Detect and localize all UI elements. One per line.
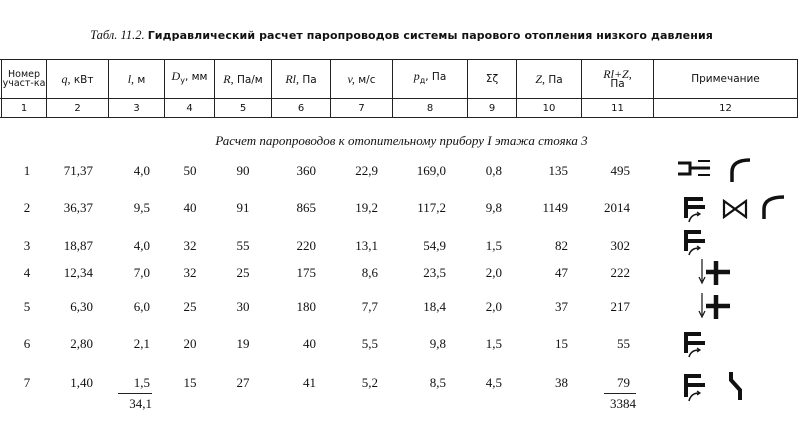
cell-r: 19 xyxy=(236,336,250,351)
col-number: 5 xyxy=(239,102,247,114)
cell-z: 37 xyxy=(555,299,568,314)
cell-sum: 79 xyxy=(617,375,630,390)
cell-section: 6 xyxy=(23,336,31,351)
cell-l: 1,5 xyxy=(133,375,150,390)
cell-z: 38 xyxy=(555,375,568,390)
cell-pd: 169,0 xyxy=(416,163,446,178)
cell-rl: 220 xyxy=(296,238,316,253)
cell-pd: 54,9 xyxy=(423,238,446,253)
col-number: 9 xyxy=(488,102,496,114)
cell-zeta: 1,5 xyxy=(485,238,502,253)
cell-v: 13,1 xyxy=(355,238,378,253)
cell-sum: 217 xyxy=(610,299,630,314)
cell-l: 4,0 xyxy=(133,238,150,253)
cell-rl: 41 xyxy=(303,375,316,390)
cell-q: 12,34 xyxy=(63,265,93,280)
cell-sum: 2014 xyxy=(604,200,630,215)
cell-q: 71,37 xyxy=(63,163,93,178)
header-dynamic-pressure: $p_д$, Па xyxy=(413,69,447,86)
col-divider xyxy=(797,60,798,118)
cell-sum: 495 xyxy=(610,163,630,178)
cell-v: 5,2 xyxy=(361,375,378,390)
cell-q: 2,80 xyxy=(70,336,93,351)
cell-rl: 175 xyxy=(296,265,316,280)
col-number: 12 xyxy=(719,102,732,114)
col-number: 6 xyxy=(297,102,305,114)
cell-d: 32 xyxy=(183,238,197,253)
cell-section: 3 xyxy=(23,238,31,253)
cell-section: 4 xyxy=(23,265,31,280)
col-number: 1 xyxy=(20,102,28,114)
col-number: 4 xyxy=(186,102,193,114)
cell-z: 135 xyxy=(548,163,568,178)
cell-r: 25 xyxy=(236,265,250,280)
tee-branch-icon xyxy=(676,157,712,183)
col-number: 10 xyxy=(542,102,556,114)
cell-q: 1,40 xyxy=(70,375,93,390)
cell-z: 15 xyxy=(555,336,568,351)
cell-rl: 865 xyxy=(296,200,316,215)
cell-v: 8,6 xyxy=(361,265,378,280)
elbow-icon xyxy=(760,193,786,221)
elbow-icon xyxy=(728,156,752,184)
cell-sum: 222 xyxy=(610,265,630,280)
col-number: 11 xyxy=(611,102,624,114)
cell-d: 20 xyxy=(183,336,197,351)
cell-v: 22,9 xyxy=(355,163,378,178)
cell-rl: 180 xyxy=(296,299,316,314)
cell-sum: 55 xyxy=(617,336,630,351)
header-length: l, м xyxy=(127,71,146,86)
cell-r: 90 xyxy=(236,163,250,178)
section-title: Расчет паропроводов к отопительному прибору I этажа стояка 3 xyxy=(215,133,588,148)
cell-zeta: 1,5 xyxy=(485,336,502,351)
tee-icon xyxy=(683,227,711,257)
cell-z: 47 xyxy=(555,265,568,280)
cell-q: 36,37 xyxy=(63,200,93,215)
total-rule-length xyxy=(118,393,152,394)
cell-v: 7,7 xyxy=(361,299,378,314)
header-velocity: v, м/с xyxy=(347,71,376,86)
cell-r: 27 xyxy=(236,375,250,390)
header-q: q, кВт xyxy=(61,71,94,86)
cell-rl: 360 xyxy=(296,163,316,178)
total-rule-sum xyxy=(604,393,636,394)
cell-r: 55 xyxy=(236,238,250,253)
col-number: 2 xyxy=(74,102,81,114)
tee-icon xyxy=(683,194,711,224)
cell-q: 6,30 xyxy=(70,299,93,314)
cell-d: 15 xyxy=(183,375,197,390)
cell-l: 7,0 xyxy=(133,265,150,280)
header-r: R, Па/м xyxy=(223,71,263,86)
cell-r: 30 xyxy=(236,299,250,314)
cell-pd: 117,2 xyxy=(417,200,446,215)
cell-zeta: 2,0 xyxy=(485,299,502,314)
cell-section: 1 xyxy=(23,163,31,178)
cell-z: 1149 xyxy=(542,200,568,215)
cell-section: 2 xyxy=(23,200,31,215)
cell-v: 19,2 xyxy=(355,200,378,215)
cell-sum: 302 xyxy=(610,238,630,253)
header-rl: Rl, Па xyxy=(285,71,317,86)
cell-d: 25 xyxy=(183,299,197,314)
cell-d: 40 xyxy=(183,200,197,215)
cell-pd: 8,5 xyxy=(429,375,446,390)
cell-l: 2,1 xyxy=(133,336,150,351)
cell-l: 4,0 xyxy=(133,163,150,178)
total-sum: 3384 xyxy=(610,396,636,411)
cell-r: 91 xyxy=(236,200,250,215)
table-title: Гидравлический расчет паропроводов системы парового отопления низкого давления xyxy=(147,29,713,42)
header-diameter: $D_у$, мм xyxy=(171,69,208,86)
header-note: Примечание xyxy=(691,73,760,85)
table-caption xyxy=(0,28,803,43)
cell-section: 5 xyxy=(23,299,31,314)
cell-pd: 23,5 xyxy=(423,265,446,280)
tee-icon xyxy=(683,329,711,359)
arrow-cross-icon xyxy=(696,291,732,321)
cell-rl: 40 xyxy=(303,336,316,351)
col-number: 3 xyxy=(133,102,140,114)
cell-section: 7 xyxy=(23,375,31,390)
cell-d: 50 xyxy=(183,163,197,178)
cell-q: 18,87 xyxy=(63,238,93,253)
cell-zeta: 4,5 xyxy=(485,375,502,390)
cell-l: 6,0 xyxy=(133,299,150,314)
cell-d: 32 xyxy=(183,265,197,280)
col-number: 7 xyxy=(358,102,365,114)
total-length: 34,1 xyxy=(129,396,152,411)
tee-icon xyxy=(683,371,711,403)
cell-l: 9,5 xyxy=(133,200,150,215)
header-section-number: Номер участ-ка xyxy=(2,68,46,89)
header-z: Z, Па xyxy=(535,71,563,86)
cell-z: 82 xyxy=(555,238,568,253)
cell-zeta: 0,8 xyxy=(485,163,502,178)
cell-pd: 9,8 xyxy=(429,336,446,351)
header-rl-plus-z: Rl+Z, Па xyxy=(603,67,632,90)
header-sum-zeta: Σζ xyxy=(485,73,499,85)
valve-icon xyxy=(722,199,748,219)
cell-zeta: 2,0 xyxy=(485,265,502,280)
offset-bend-icon xyxy=(727,370,745,402)
col-number: 8 xyxy=(426,102,434,114)
cell-zeta: 9,8 xyxy=(485,200,502,215)
arrow-cross-icon xyxy=(696,257,732,287)
cell-v: 5,5 xyxy=(361,336,378,351)
cell-pd: 18,4 xyxy=(423,299,446,314)
table-number: Табл. 11.2. xyxy=(90,28,145,42)
header-bottom-rule xyxy=(0,117,798,118)
